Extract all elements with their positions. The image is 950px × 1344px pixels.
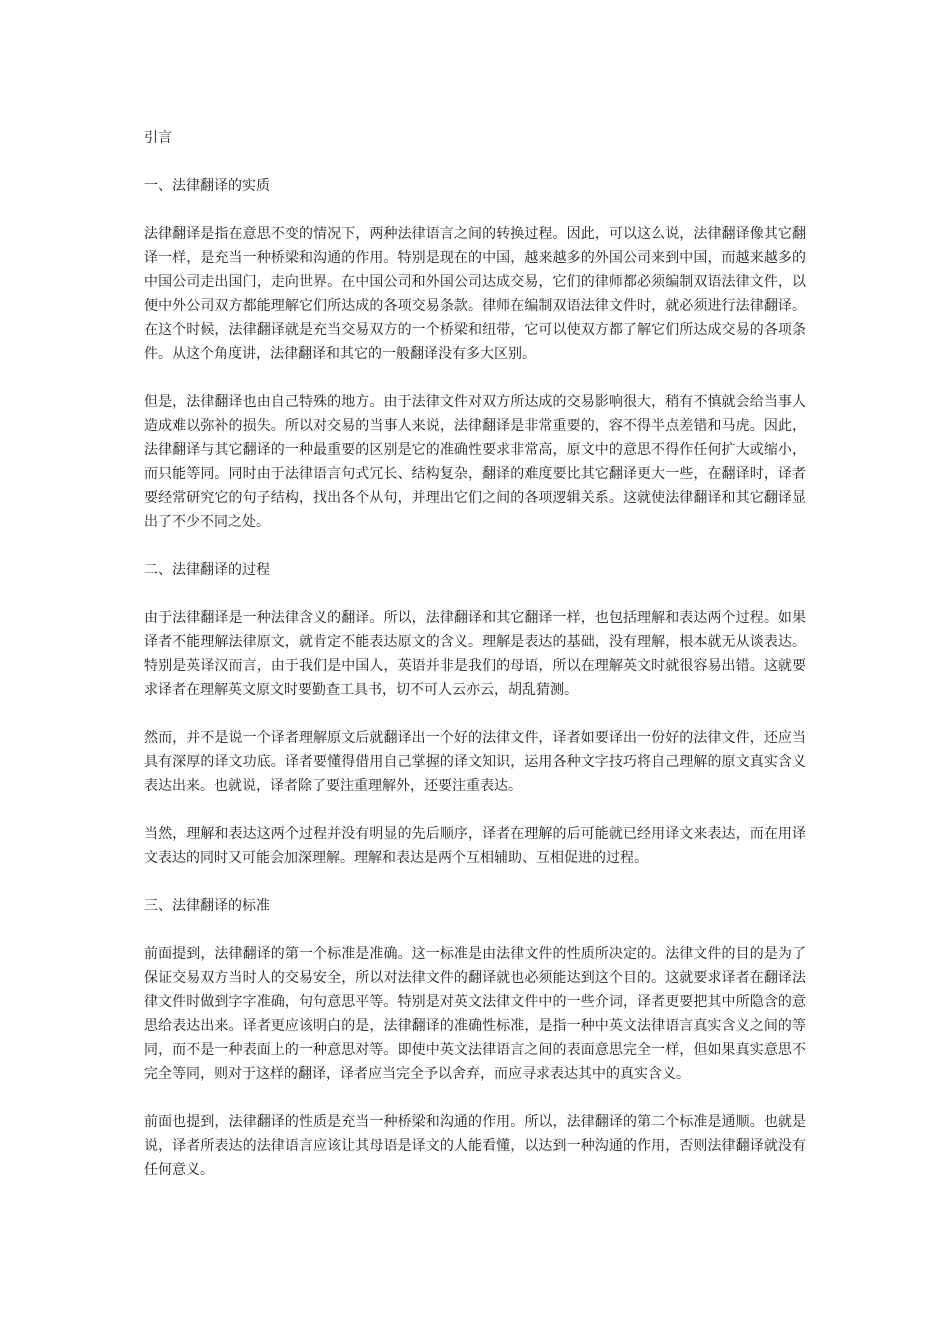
intro-title: 引言	[144, 130, 172, 146]
section-1-heading: 一、法律翻译的实质	[144, 178, 270, 194]
section-1-paragraph-1: 法律翻译是指在意思不变的情况下，两种法律语言之间的转换过程。因此，可以这么说，法律翻译像其它翻译一样，是充当一种桥梁和沟通的作用。特别是现在的中国，越来越多的外国公司来到中国，而越来越多的中国公司走出国门，走向世界。在中国公司和外国公司达成交易，它们的律师都必须编制双语法律文件，以便中外公司双方都能理解它们所达成的各项交易条款。律师在编制双语法律文件时，就必须进行法律翻译。在这个时候，法律翻译就是充当交易双方的一个桥梁和纽带，它可以使双方都了解它们所达成交易的各项条件。从这个角度讲，法律翻译和其它的一般翻译没有多大区别。	[144, 226, 806, 362]
document-page	[144, 126, 806, 1206]
section-2-paragraph-1: 由于法律翻译是一种法律含义的翻译。所以，法律翻译和其它翻译一样，也包括理解和表达两个过程。如果译者不能理解法律原文，就肯定不能表达原文的含义。理解是表达的基础，没有理解，根本就无从谈表达。特别是英译汉而言，由于我们是中国人，英语并非是我们的母语，所以在理解英文时就很容易出错。这就要求译者在理解英文原文时要勤查工具书，切不可人云亦云，胡乱猜测。	[144, 610, 806, 698]
section-1-paragraph-2: 但是，法律翻译也由自己特殊的地方。由于法律文件对双方所达成的交易影响很大，稍有不慎就会给当事人造成难以弥补的损失。所以对交易的当事人来说，法律翻译是非常重要的，容不得半点差错和马虎。因此，法律翻译与其它翻译的一种最重要的区别是它的准确性要求非常高，原文中的意思不得作任何扩大或缩小，而只能等同。同时由于法律语言句式冗长、结构复杂，翻译的难度要比其它翻译更大一些，在翻译时，译者要经常研究它的句子结构，找出各个从句，并理出它们之间的各项逻辑关系。这就使法律翻译和其它翻译显出了不少不同之处。	[144, 394, 806, 530]
section-3-paragraph-1: 前面提到，法律翻译的第一个标准是准确。这一标准是由法律文件的性质所决定的。法律文件的目的是为了保证交易双方当时人的交易安全，所以对法律文件的翻译就也必须能达到这个目的。这就要求译者在翻译法律文件时做到字字准确，句句意思平等。特别是对英文法律文件中的一些介词，译者更要把其中所隐含的意思给表达出来。译者更应该明白的是，法律翻译的准确性标准，是指一种中英文法律语言真实含义之间的等同，而不是一种表面上的一种意思对等。即使中英文法律语言之间的表面意思完全一样，但如果真实意思不完全等同，则对于这样的翻译，译者应当完全予以舍弃，而应寻求表达其中的真实含义。	[144, 946, 806, 1082]
section-3-paragraph-2: 前面也提到，法律翻译的性质是充当一种桥梁和沟通的作用。所以，法律翻译的第二个标准是通顺。也就是说，译者所表达的法律语言应该让其母语是译文的人能看懂，以达到一种沟通的作用，否则法律翻译就没有任何意义。	[144, 1114, 806, 1178]
section-3-heading: 三、法律翻译的标准	[144, 898, 270, 914]
section-2-paragraph-3: 当然，理解和表达这两个过程并没有明显的先后顺序，译者在理解的后可能就已经用译文来表达，而在用译文表达的同时又可能会加深理解。理解和表达是两个互相辅助、互相促进的过程。	[144, 826, 806, 866]
section-2-paragraph-2: 然而，并不是说一个译者理解原文后就翻译出一个好的法律文件，译者如要译出一份好的法律文件，还应当具有深厚的译文功底。译者要懂得借用自己掌握的译文知识，运用各种文字技巧将自己理解的原文真实含义表达出来。也就说，译者除了要注重理解外，还要注重表达。	[144, 730, 806, 794]
section-2-heading: 二、法律翻译的过程	[144, 562, 270, 578]
